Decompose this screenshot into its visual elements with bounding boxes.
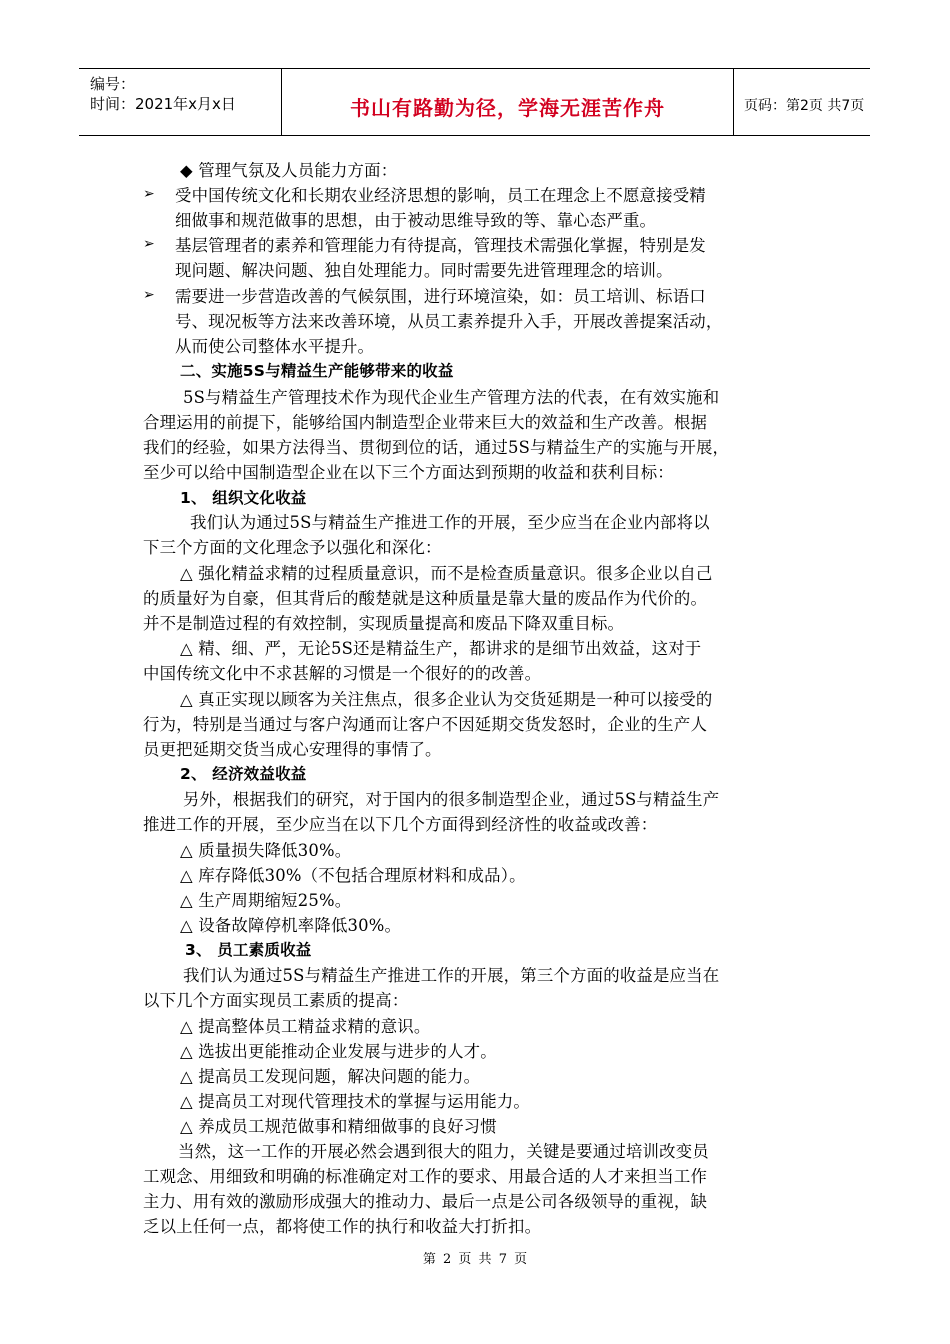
paragraph-line: 现问题、解决问题、独自处理能力。同时需要先进管理理念的培训。 — [175, 261, 673, 280]
paragraph-line: 并不是制造过程的有效控制，实现质量提高和废品下降双重目标。 — [143, 614, 625, 633]
arrow-bullet-icon: ➢ — [143, 186, 155, 202]
paragraph-line: 我们认为通过5S与精益生产推进工作的开展，第三个方面的收益是应当在 — [183, 966, 720, 985]
paragraph-line: 另外，根据我们的研究，对于国内的很多制造型企业，通过5S与精益生产 — [183, 790, 720, 809]
paragraph-line: △ 强化精益求精的过程质量意识，而不是检查质量意识。很多企业以自己 — [180, 564, 713, 583]
paragraph-line: 受中国传统文化和长期农业经济思想的影响，员工在理念上不愿意接受精 — [175, 186, 706, 205]
paragraph-line: 号、现况板等方法来改善环境，从员工素养提升入手，开展改善提案活动， — [175, 312, 723, 331]
list-item: △ 设备故障停机率降低30%。 — [180, 916, 402, 935]
paragraph-line: 下三个方面的文化理念予以强化和深化： — [143, 538, 442, 557]
list-item: △ 提高员工发现问题，解决问题的能力。 — [180, 1067, 481, 1086]
header-page-cell — [734, 69, 870, 135]
subheading-economic: 2、 经济效益收益 — [180, 765, 307, 783]
paragraph-line: △ 精、细、严，无论5S还是精益生产，都讲求的是细节出效益，这对于 — [180, 639, 702, 658]
page-header — [79, 68, 870, 136]
header-page-label: 页码：第2页 共7页 — [744, 98, 865, 114]
paragraph-line: 以下几个方面实现员工素质的提高： — [143, 991, 409, 1010]
arrow-bullet-icon: ➢ — [143, 236, 155, 252]
paragraph-line: 中国传统文化中不求甚解的习惯是一个很好的的改善。 — [143, 664, 542, 683]
paragraph-line: 推进工作的开展，至少应当在以下几个方面得到经济性的收益或改善： — [143, 815, 658, 834]
list-item: △ 选拔出更能推动企业发展与进步的人才。 — [180, 1042, 497, 1061]
list-item: △ 质量损失降低30%。 — [180, 841, 352, 860]
page-footer: 第 2 页 共 7 页 — [422, 1252, 528, 1267]
paragraph-line: 我们认为通过5S与精益生产推进工作的开展，至少应当在企业内部将以 — [190, 513, 710, 532]
paragraph-line: 主力、用有效的激励形成强大的推动力、最后一点是公司各级领导的重视，缺 — [143, 1192, 708, 1211]
paragraph-line: 员更把延期交货当成心安理得的事情了。 — [143, 740, 442, 759]
header-motto-cell — [281, 69, 734, 135]
paragraph-line: 从而使公司整体水平提升。 — [175, 337, 375, 356]
paragraph-line: 合理运用的前提下，能够给国内制造型企业带来巨大的效益和生产改善。根据 — [143, 413, 708, 432]
paragraph-line: 至少可以给中国制造型企业在以下三个方面达到预期的收益和获利目标： — [143, 463, 674, 482]
section-heading-benefits: 二、实施5S与精益生产能够带来的收益 — [180, 362, 454, 380]
paragraph-line: 的质量好为自豪，但其背后的酸楚就是这种质量是靠大量的废品作为代价的。 — [143, 589, 708, 608]
paragraph-line: 工观念、用细致和明确的标准确定对工作的要求、用最合适的人才来担当工作 — [143, 1167, 708, 1186]
subheading-staff: 3、 员工素质收益 — [185, 941, 312, 959]
header-meta — [79, 69, 281, 135]
list-item: △ 养成员工规范做事和精细做事的良好习惯 — [180, 1117, 497, 1136]
paragraph-line: 乏以上任何一点，都将使工作的执行和收益大打折扣。 — [143, 1217, 542, 1236]
list-item: △ 库存降低30%（不包括合理原材料和成品）。 — [180, 866, 526, 885]
list-item: △ 提高员工对现代管理技术的掌握与运用能力。 — [180, 1092, 531, 1111]
paragraph-line: 需要进一步营造改善的气候氛围，进行环境渲染，如：员工培训、标语口 — [175, 287, 706, 306]
arrow-bullet-icon: ➢ — [143, 287, 155, 303]
paragraph-line: 我们的经验，如果方法得当、贯彻到位的话，通过5S与精益生产的实施与开展， — [143, 438, 730, 457]
header-motto: 书山有路勤为径，学海无涯苦作舟 — [350, 96, 665, 120]
paragraph-line: △ 真正实现以顾客为关注焦点，很多企业认为交货延期是一种可以接受的 — [180, 690, 713, 709]
paragraph-line: 5S与精益生产管理技术作为现代企业生产管理方法的代表，在有效实施和 — [183, 388, 720, 407]
paragraph-line: 当然，这一工作的开展必然会遇到很大的阻力，关键是要通过培训改变员 — [178, 1142, 709, 1161]
section-heading-atmosphere: ◆ 管理气氛及人员能力方面： — [180, 161, 398, 180]
paragraph-line: 行为，特别是当通过与客户沟通而让客户不因延期交货发怒时，企业的生产人 — [143, 715, 708, 734]
paragraph-line: 细做事和规范做事的思想，由于被动思维导致的等、靠心态严重。 — [175, 211, 657, 230]
document-date-label: 时间：2021年x月x日 — [90, 95, 236, 113]
paragraph-line: 基层管理者的素养和管理能力有待提高，管理技术需强化掌握，特别是发 — [175, 236, 706, 255]
document-number-label: 编号： — [90, 75, 136, 93]
list-item: △ 生产周期缩短25%。 — [180, 891, 352, 910]
list-item: △ 提高整体员工精益求精的意识。 — [180, 1017, 431, 1036]
subheading-culture: 1、 组织文化收益 — [180, 489, 307, 507]
